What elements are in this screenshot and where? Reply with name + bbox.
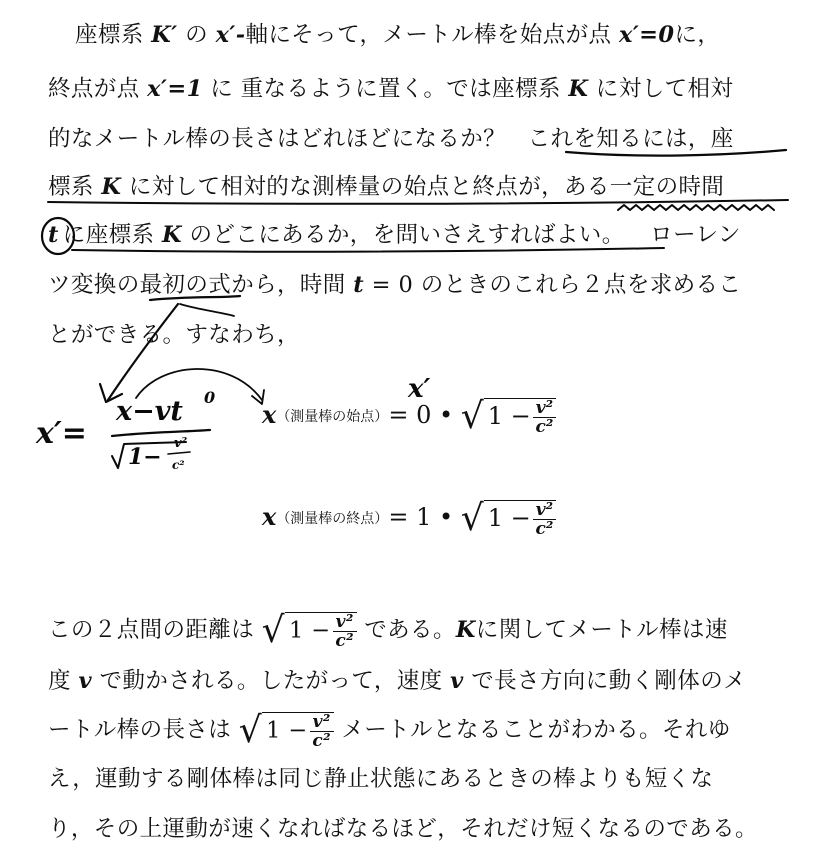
- sqrt-body: [484, 500, 556, 538]
- handwritten-zero: 0: [204, 388, 216, 407]
- sqrt-icon: √: [460, 396, 484, 437]
- math-eq: =: [388, 503, 409, 531]
- math-one: 1: [289, 617, 304, 644]
- math-dot: •: [438, 503, 454, 531]
- sqrt-body: [285, 612, 357, 650]
- math-K: K: [101, 174, 122, 200]
- handwritten-numerator: x−vt: [116, 396, 183, 427]
- p1-line-6: [48, 270, 741, 300]
- p1-line-3: [48, 124, 734, 154]
- math-one: 1: [266, 717, 281, 744]
- math-xprime-axis: x′-: [215, 22, 246, 48]
- math-t: t: [353, 272, 365, 298]
- text: ツ変換の最初の式から，時間: [48, 272, 346, 298]
- math-Kprime: K′: [151, 22, 178, 48]
- math-zero: 0: [398, 272, 414, 298]
- p1-line-2: [48, 74, 733, 104]
- underlined-text: これを知るには，座: [527, 126, 734, 152]
- math-minus: −: [288, 717, 308, 744]
- text: に 重なるように置く。では座標系: [210, 76, 561, 102]
- denominator: c²: [535, 416, 554, 437]
- text: り，その上運動が速くなればなるほど，それだけ短くなるのである。: [48, 816, 758, 842]
- equation-label: （測量棒の始点）: [276, 409, 389, 425]
- math-dot: •: [438, 401, 454, 429]
- fraction: [333, 613, 357, 650]
- text: この２点間の距離は: [48, 617, 255, 643]
- math-x: x: [262, 400, 277, 429]
- sqrt-body: [484, 398, 556, 436]
- math-eq: =: [371, 272, 391, 298]
- fraction-bar-stroke: [112, 430, 210, 436]
- fraction: [533, 399, 556, 436]
- text: メートルとなることがわかる。それゆ: [341, 717, 731, 743]
- text: に，: [674, 22, 721, 48]
- numerator: v²: [533, 399, 556, 418]
- text: に座標系: [62, 222, 155, 248]
- p1-line-7: [48, 320, 300, 350]
- math-v: v: [78, 668, 92, 694]
- text: の: [185, 22, 209, 48]
- numerator: v²: [333, 613, 357, 632]
- sqrt-icon: √: [238, 710, 263, 751]
- squiggle-stroke: [618, 205, 774, 210]
- math-t-circled: t: [48, 222, 59, 248]
- text: え，運動する剛体棒は同じ静止状態にあるときの棒よりも短くな: [48, 766, 714, 792]
- math-x: x: [262, 502, 277, 531]
- text: ートル棒の長さは: [48, 717, 232, 743]
- denominator: c²: [312, 731, 332, 751]
- fraction: [310, 713, 334, 750]
- math-K: K: [161, 222, 182, 248]
- text: で動かされる。したがって，速度: [99, 668, 443, 694]
- math-one: 1: [487, 401, 504, 430]
- p2-line-4: [48, 764, 713, 794]
- text: 度: [48, 668, 71, 694]
- underline-stroke: [180, 304, 234, 316]
- handwritten-denominator: 1−: [128, 444, 162, 470]
- equation-label: （測量棒の終点）: [276, 511, 389, 527]
- text: 軸にそって，メートル棒を始点が点: [245, 22, 612, 48]
- p1-line-1: [75, 20, 720, 50]
- sqrt-icon: √: [261, 610, 286, 651]
- sqrt-icon: √: [460, 498, 484, 539]
- text: 的なメートル棒の長さはどれほどになるか？: [48, 126, 507, 152]
- fraction: [533, 501, 556, 538]
- text: とができる。すなわち，: [48, 322, 300, 348]
- p2-line-5: [48, 814, 758, 844]
- math-xprime-eq-0: x′=0: [619, 22, 675, 48]
- math-minus: −: [510, 503, 531, 532]
- text: 終点が点: [48, 76, 140, 102]
- math-eq: =: [388, 401, 409, 429]
- text: ローレン: [650, 222, 741, 248]
- math-minus: −: [510, 401, 531, 430]
- text: 標系: [48, 174, 94, 200]
- text: のときのこれら２点を求めるこ: [420, 272, 742, 298]
- text: 座標系: [75, 22, 144, 48]
- math-one: 1: [487, 503, 504, 532]
- text: に関してメートル棒は速: [475, 617, 728, 643]
- handwritten-frac-den: c²: [172, 458, 185, 472]
- p2-line-1: [48, 612, 728, 650]
- numerator: v²: [310, 713, 334, 732]
- handwritten-frac-num: v²: [174, 436, 188, 451]
- math-K: K: [455, 617, 476, 643]
- handwritten-lhs: x′=: [36, 416, 87, 451]
- text: のどこにあるか，を問いさえすればよい。: [189, 222, 625, 248]
- denominator: c²: [335, 631, 354, 651]
- numerator: v²: [533, 501, 556, 520]
- text: で長さ方向に動く剛体のメ: [471, 668, 746, 694]
- text: である。: [364, 617, 456, 643]
- math-xprime-eq-1: x′=1: [147, 76, 203, 102]
- p1-line-5: [48, 220, 741, 250]
- math-minus: −: [311, 617, 331, 644]
- math-coef: 0: [416, 401, 432, 429]
- fraction-bar-stroke: [168, 452, 190, 454]
- math-coef: 1: [416, 503, 432, 531]
- p2-line-3: [48, 712, 731, 750]
- handwritten-xprime: x′: [408, 374, 431, 404]
- p1-line-4: [48, 172, 724, 202]
- text: に対して相対的な測棒量の始点と終点が，ある一定の時間: [128, 174, 725, 200]
- math-K: K: [568, 76, 589, 102]
- sqrt-body: [262, 712, 334, 750]
- equation-end: [262, 498, 556, 539]
- math-v: v: [450, 668, 464, 694]
- denominator: c²: [535, 518, 554, 539]
- arrow-stroke: [108, 304, 178, 400]
- text: に対して相対: [595, 76, 734, 102]
- p2-line-2: [48, 666, 746, 696]
